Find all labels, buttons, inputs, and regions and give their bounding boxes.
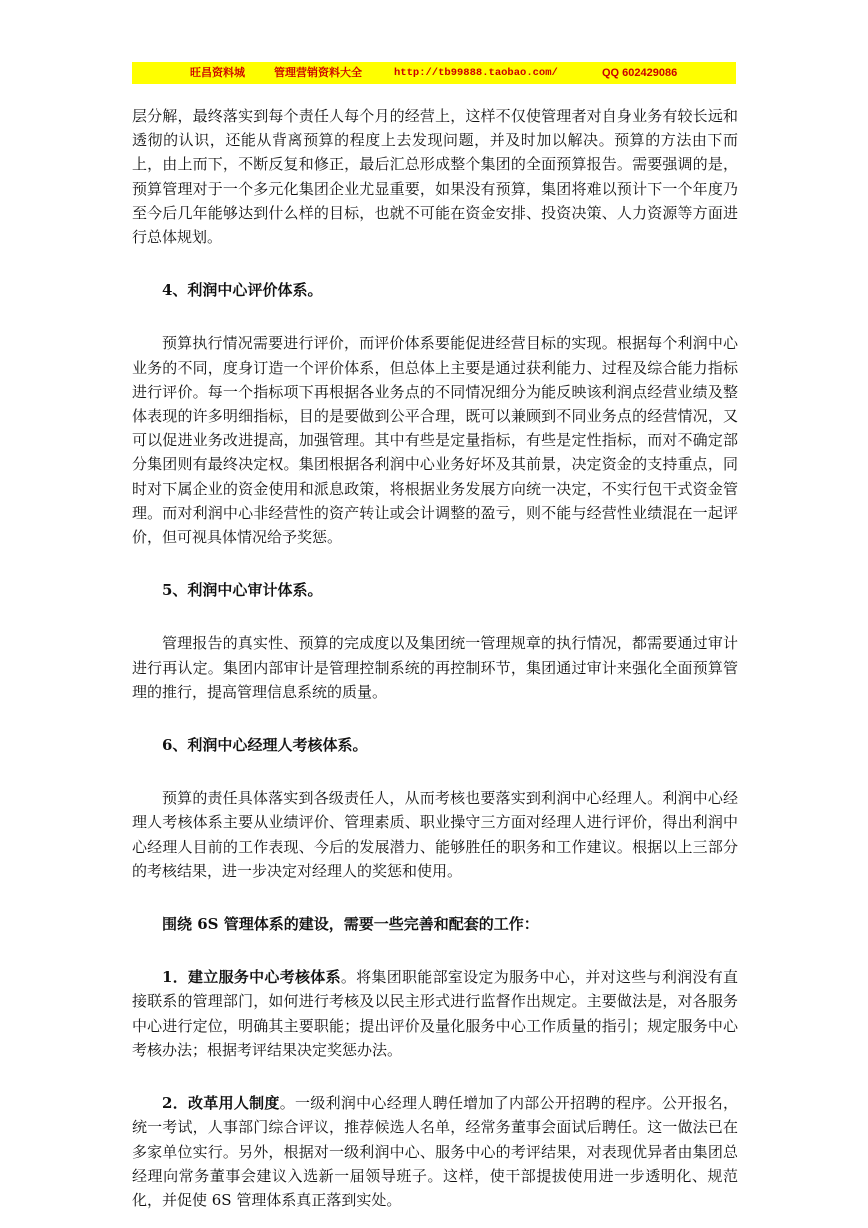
paragraph-manager-assessment: 预算的责任具体落实到各级责任人，从而考核也要落实到利润中心经理人。利润中心经理人考核体系主要从业绩评价、管理素质、职业操守三方面对经理人进行评价，得出利润中心经理人目前的工作表现、今后的发展潜力、能够胜任的职务和工作建议。根据以上三部分的考核结果，进一步决定对经理人的奖惩和使用。 (132, 789, 738, 880)
heading-6s-supporting-work: 围绕 6S 管理体系的建设，需要一些完善和配套的工作： (162, 915, 539, 934)
item-text-hr-reform: 。一级利润中心经理人聘任增加了内部公开招聘的程序。公开报名，统一考试，人事部门综合评议，推荐候选人名单，经常务董事会面试后聘任。这一做法已在多家单位实行。另外，根据对一级利润中心、服务中心的考评结果，对表现优异者由集团总经理向常务董事会建议入选新一届领导班子。这样，使干部提拔使用进一步透明化、规范化，并促使 6S 管理体系真正落到实处。 (132, 1094, 738, 1209)
item-title-hr-reform: 2．改革用人制度 (162, 1094, 280, 1113)
paragraph-budget: 层分解，最终落实到每个责任人每个月的经营上，这样不仅使管理者对自身业务有较长远和透彻的认识，还能从背离预算的程度上去发现问题，并及时加以解决。预算的方法由下而上，由上而下，不断反复和修正，最后汇总形成整个集团的全面预算报告。需要强调的是，预算管理对于一个多元化集团企业尤显重要，如果没有预算，集团将难以预计下一个年度乃至今后几年能够达到什么样的目标，也就不可能在资金安排、投资决策、人力资源等方面进行总体规划。 (132, 107, 738, 247)
header-qq: QQ 602429086 (602, 67, 678, 79)
document-body (132, 104, 738, 1212)
item-text-service-center: 。将集团职能部室设定为服务中心，并对这些与利润没有直接联系的管理部门，如何进行考核及以民主形式进行监督作出规定。主要做法是，对各服务中心进行定位，明确其主要职能；提出评价及量化服务中心工作质量的指引；规定服务中心考核办法；根据考评结果决定奖惩办法。 (132, 968, 738, 1059)
item-title-service-center: 1．建立服务中心考核体系 (162, 968, 341, 987)
header-banner (132, 62, 736, 84)
paragraph-evaluation: 预算执行情况需要进行评价，而评价体系要能促进经营目标的实现。根据每个利润中心业务的不同，度身订造一个评价体系，但总体上主要是通过获利能力、过程及综合能力指标进行评价。每一个指标项下再根据各业务点的不同情况细分为能反映该利润点经营业绩及整体表现的许多明细指标，目的是要做到公平合理，既可以兼顾到不同业务点的经营情况，又可以促进业务改进提高，加强管理。其中有些是定量指标，有些是定性指标，而对不确定部分集团则有最终决定权。集团根据各利润中心业务好坏及其前景，决定资金的支持重点，同时对下属企业的资金使用和派息政策，将根据业务发展方向统一决定，不实行包干式资金管理。而对利润中心非经营性的资产转让或会计调整的盈亏，则不能与经营性业绩混在一起评价，但可视具体情况给予奖惩。 (132, 334, 738, 547)
heading-manager-assessment: 6、利润中心经理人考核体系。 (162, 736, 368, 755)
heading-audit-system: 5、利润中心审计体系。 (162, 581, 323, 600)
paragraph-hr-reform (132, 1091, 738, 1212)
header-shop-name: 旺昌资料城 (190, 67, 245, 79)
paragraph-audit: 管理报告的真实性、预算的完成度以及集团统一管理规章的执行情况，都需要通过审计进行再认定。集团内部审计是管理控制系统的再控制环节，集团通过审计来强化全面预算管理的推行，提高管理信息系统的质量。 (132, 634, 738, 701)
heading-evaluation-system: 4、利润中心评价体系。 (162, 281, 323, 300)
header-title: 管理营销资料大全 (274, 67, 362, 79)
paragraph-service-center (132, 965, 738, 1062)
header-url-link[interactable]: http://tb99888.taobao.com/ (394, 67, 558, 79)
